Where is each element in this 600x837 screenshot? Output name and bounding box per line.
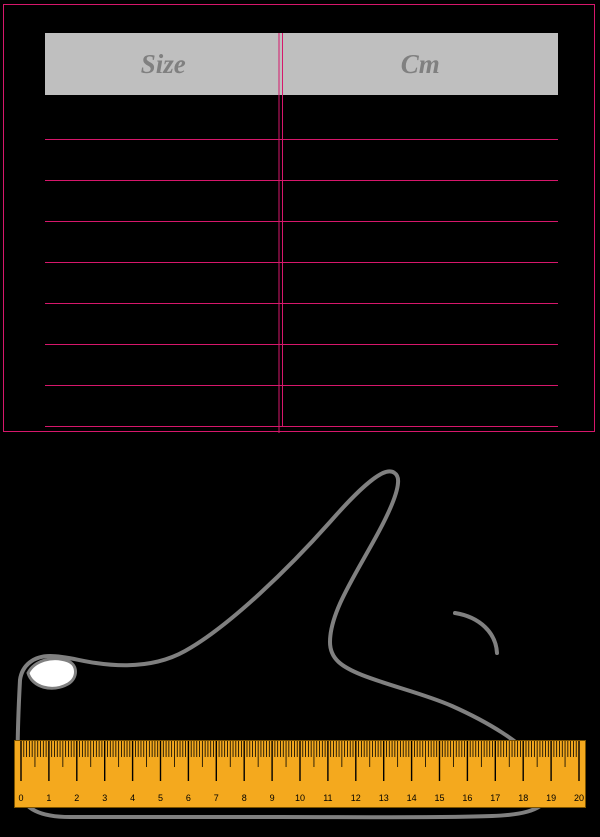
column-header-cm: Cm: [282, 33, 558, 95]
table-row: [45, 95, 558, 140]
table-row: [45, 140, 558, 181]
table-row: [45, 181, 558, 222]
cell-size: [45, 181, 282, 222]
cell-cm: [282, 95, 558, 140]
cell-cm: [282, 386, 558, 427]
ruler-svg: [15, 741, 585, 807]
size-chart-table: [45, 33, 558, 427]
ruler-label: 19: [546, 793, 557, 803]
ruler-label: 7: [213, 793, 219, 803]
table-row: [45, 263, 558, 304]
ruler-label: 17: [490, 793, 501, 803]
cell-cm: [282, 140, 558, 181]
ruler-label: 3: [102, 793, 108, 803]
ankle-arc-path: [455, 613, 497, 653]
cell-size: [45, 386, 282, 427]
toenail-icon: [28, 659, 76, 689]
cell-size: [45, 222, 282, 263]
ruler-label: 14: [406, 793, 417, 803]
cell-size: [45, 263, 282, 304]
cell-size: [45, 95, 282, 140]
table-body: [45, 95, 558, 427]
ruler-label: 0: [18, 793, 24, 803]
cell-size: [45, 345, 282, 386]
ruler-label: 13: [378, 793, 389, 803]
ruler-label: 18: [518, 793, 529, 803]
ruler-label: 1: [46, 793, 52, 803]
ruler-label: 8: [241, 793, 247, 803]
cell-cm: [282, 222, 558, 263]
cell-cm: [282, 345, 558, 386]
table-header: [45, 33, 558, 95]
ruler-label: 16: [462, 793, 473, 803]
cell-cm: [282, 304, 558, 345]
size-chart-panel: [3, 4, 595, 432]
table-row: [45, 304, 558, 345]
table-row: [45, 222, 558, 263]
ruler: [14, 740, 586, 808]
ruler-label: 5: [157, 793, 164, 803]
cell-size: [45, 304, 282, 345]
heel-curve-path: [446, 547, 467, 614]
ruler-label: 2: [74, 793, 80, 803]
table-header-row: [45, 33, 558, 95]
ruler-label: 9: [269, 793, 275, 803]
ruler-label: 11: [323, 793, 333, 803]
cell-size: [45, 140, 282, 181]
table-row: [45, 345, 558, 386]
ruler-label: 12: [350, 793, 361, 803]
ruler-label: 15: [434, 793, 445, 803]
table-row: [45, 386, 558, 427]
ruler-label: 10: [294, 793, 306, 803]
column-header-size: Size: [45, 33, 282, 95]
cell-cm: [282, 263, 558, 304]
ruler-label: 6: [185, 793, 191, 803]
ruler-label: 20: [573, 793, 585, 803]
ruler-label: 4: [130, 793, 136, 803]
cell-cm: [282, 181, 558, 222]
